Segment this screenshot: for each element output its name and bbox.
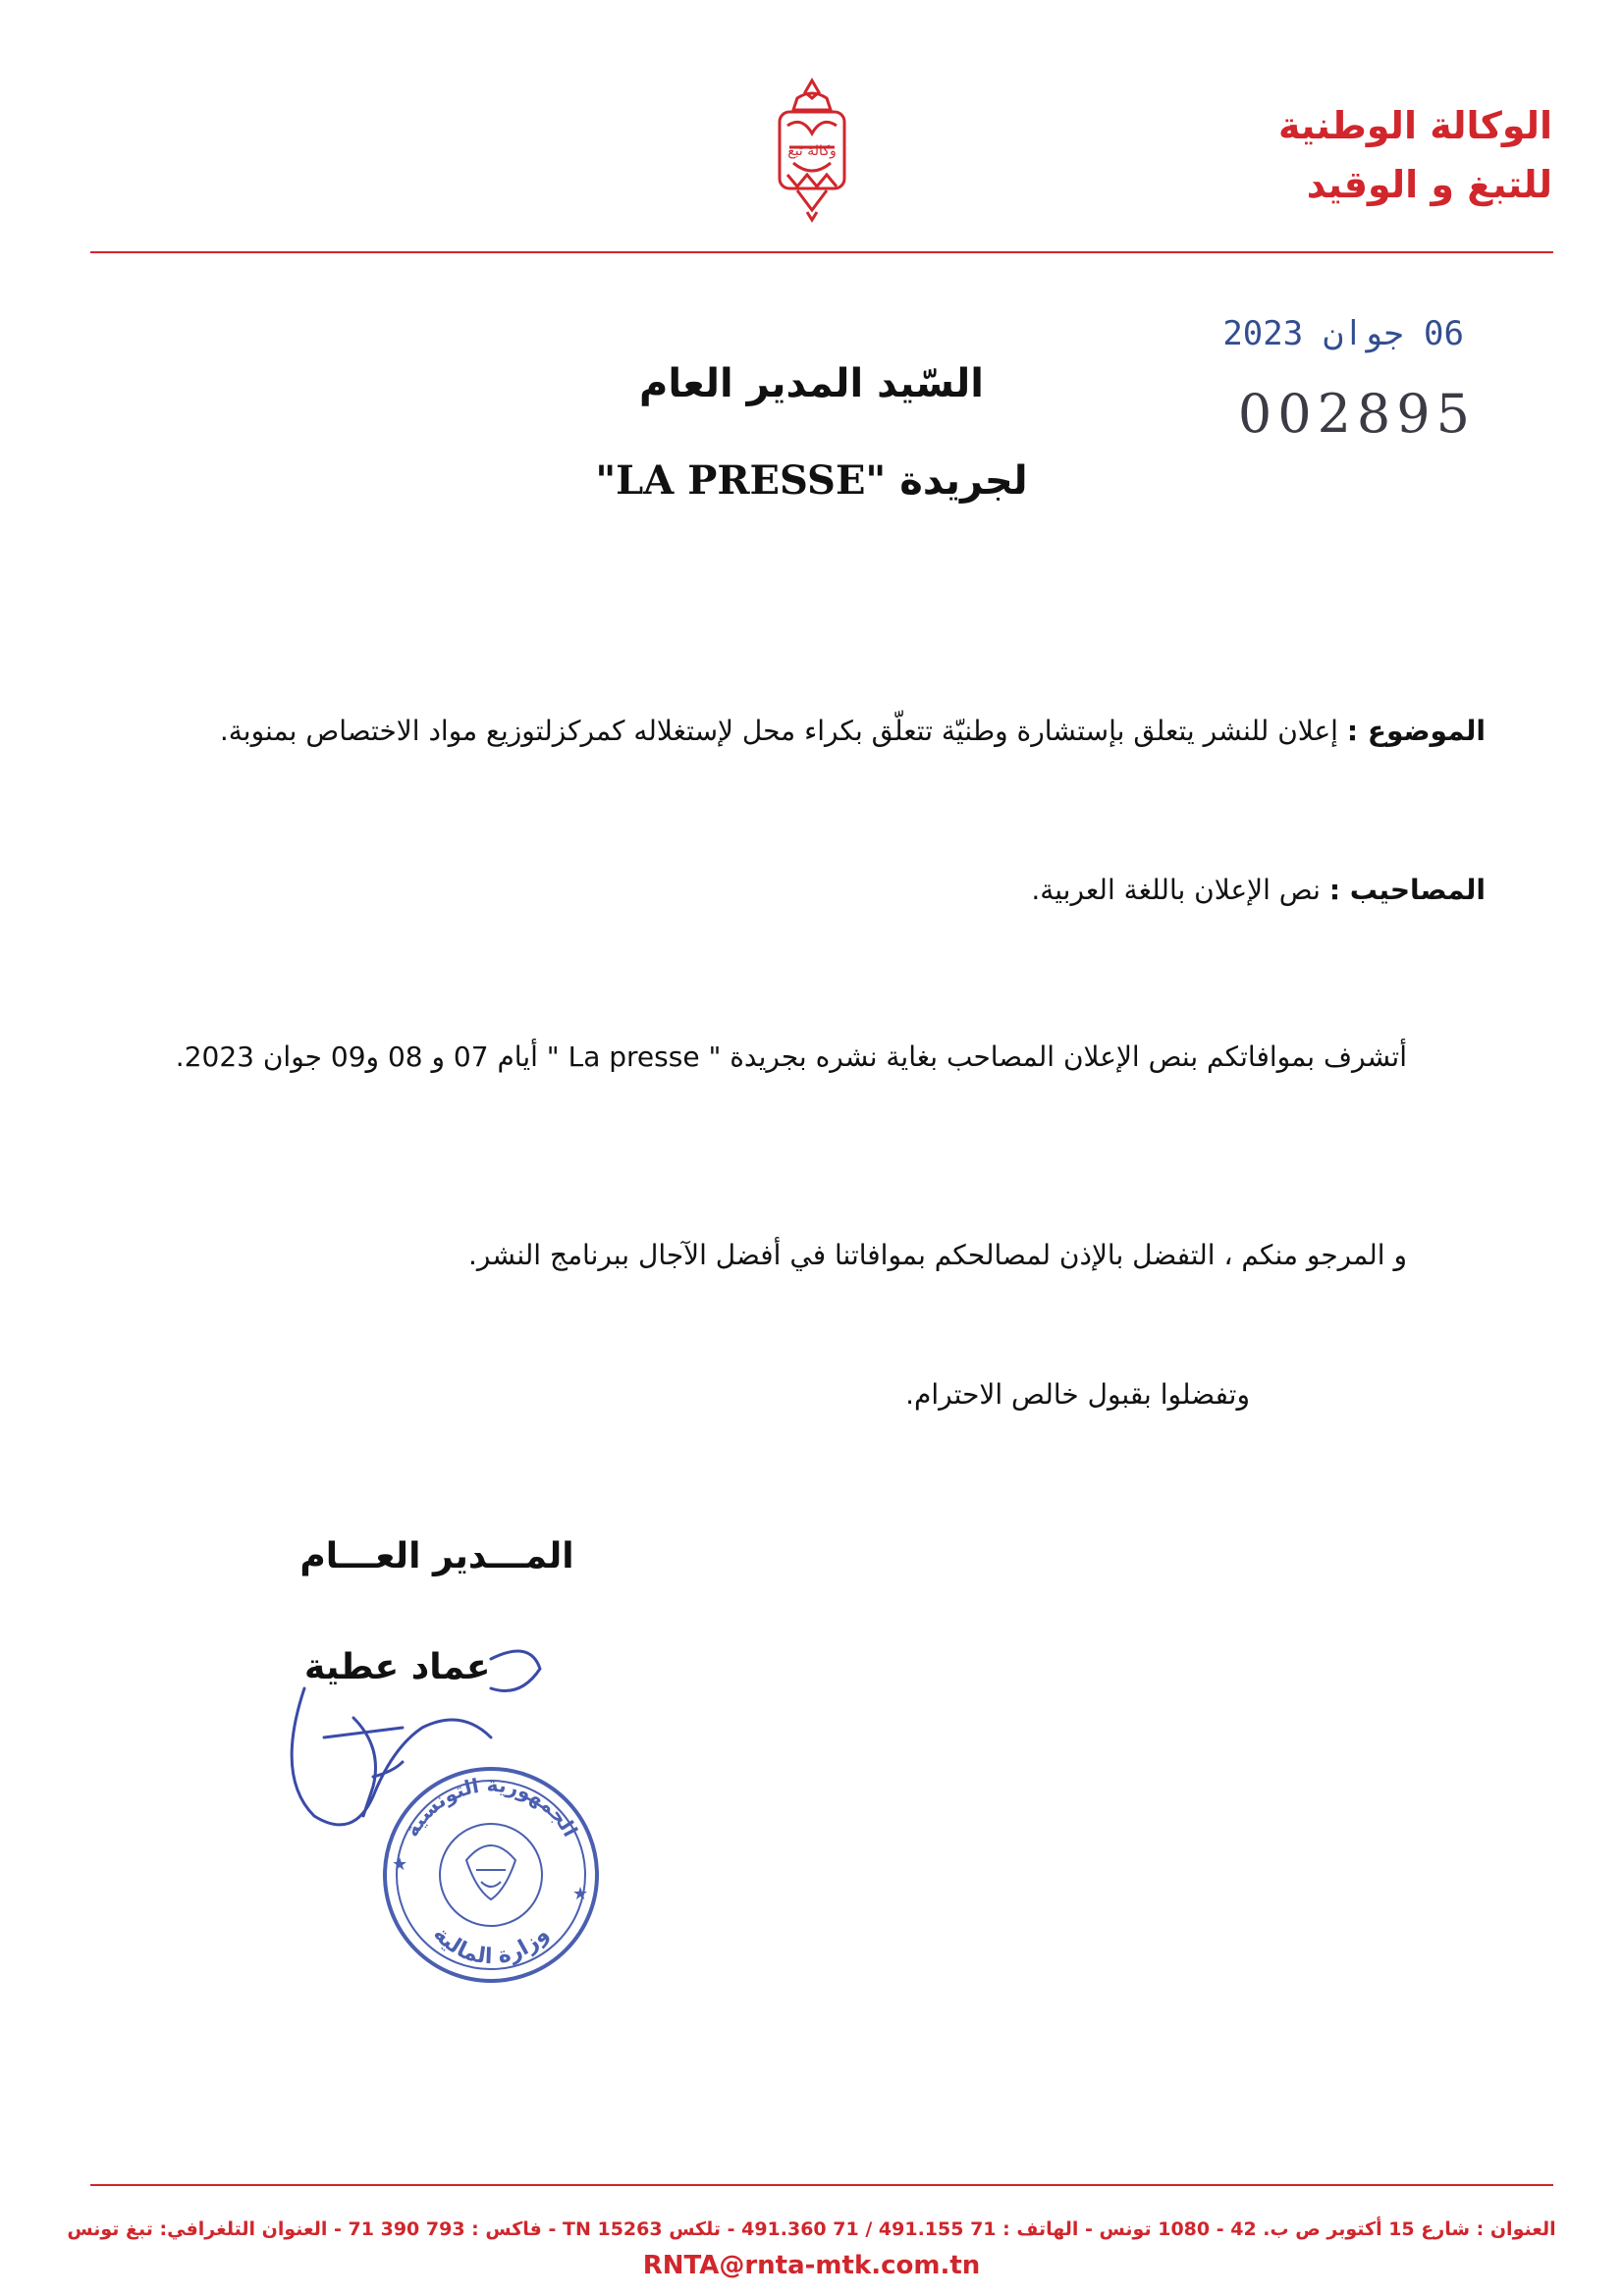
seal-star-right: ★ xyxy=(572,1884,589,1904)
agency-logo xyxy=(758,77,866,224)
recipient-newspaper xyxy=(0,457,1623,504)
subject-block xyxy=(140,699,1486,764)
agency-name xyxy=(1278,96,1552,214)
seal-text-bottom: وزارة المالية xyxy=(428,1922,554,1970)
attachment-block xyxy=(140,858,1486,923)
footer-email: RNTA@rnta-mtk.com.tn xyxy=(642,2251,981,2280)
date-stamp: 06 جوان 2023 xyxy=(1222,314,1464,353)
seal-star-left: ★ xyxy=(392,1854,408,1875)
official-seal xyxy=(378,1762,604,1988)
signatory-name: عماد عطية xyxy=(304,1647,491,1687)
logo-text: وكالة تبغ xyxy=(787,143,837,159)
body-paragraph-2: و المرجو منكم ، التفضل بالإذن لمصالحكم بموافاتنا في أفضل الآجال ببرنامج النشر. xyxy=(468,1239,1407,1271)
footer-address: العنوان : شارع 15 أكتوبر ص ب. 42 - 1080 تونس - الهاتف : 71 491.155 / 71 491.360 - تلكس TN 15263 - فاكس : 793 390 71 - العنوان التلغرافي: تبغ تونس xyxy=(67,2218,1556,2240)
subject-label: الموضوع : xyxy=(1346,715,1486,747)
newspaper-name: "LA PRESSE" xyxy=(595,457,887,504)
agency-name-line2: للتبغ و الوقيد xyxy=(1306,163,1552,206)
seal-text-top: الجمهورية التونسية xyxy=(400,1772,583,1842)
closing-line: وتفضلوا بقبول خالص الاحترام. xyxy=(905,1378,1250,1411)
recipient-prefix: لجريدة xyxy=(899,458,1028,504)
signatory-title: المـــدير العـــام xyxy=(299,1536,574,1576)
attachment-text: نص الإعلان باللغة العربية. xyxy=(1031,874,1321,906)
agency-name-line1: الوكالة الوطنية xyxy=(1277,104,1552,147)
body-paragraph-1: أتشرف بموافاتكم بنص الإعلان المصاحب بغاية نشره بجريدة " La presse " أيام 07 و 08 و09 جوان 2023. xyxy=(175,1041,1407,1073)
attachment-label: المصاحيب : xyxy=(1328,874,1486,906)
recipient-title: السّيد المدير العام xyxy=(639,361,984,406)
header-divider xyxy=(90,251,1553,253)
subject-text: إعلان للنشر يتعلق بإستشارة وطنيّة تتعلّق بكراء محل لإستغلاله كمركزلتوزيع مواد الاختصاص بمنوبة. xyxy=(219,715,1338,747)
reference-number: 002895 xyxy=(1237,383,1476,445)
footer-divider xyxy=(90,2184,1553,2186)
